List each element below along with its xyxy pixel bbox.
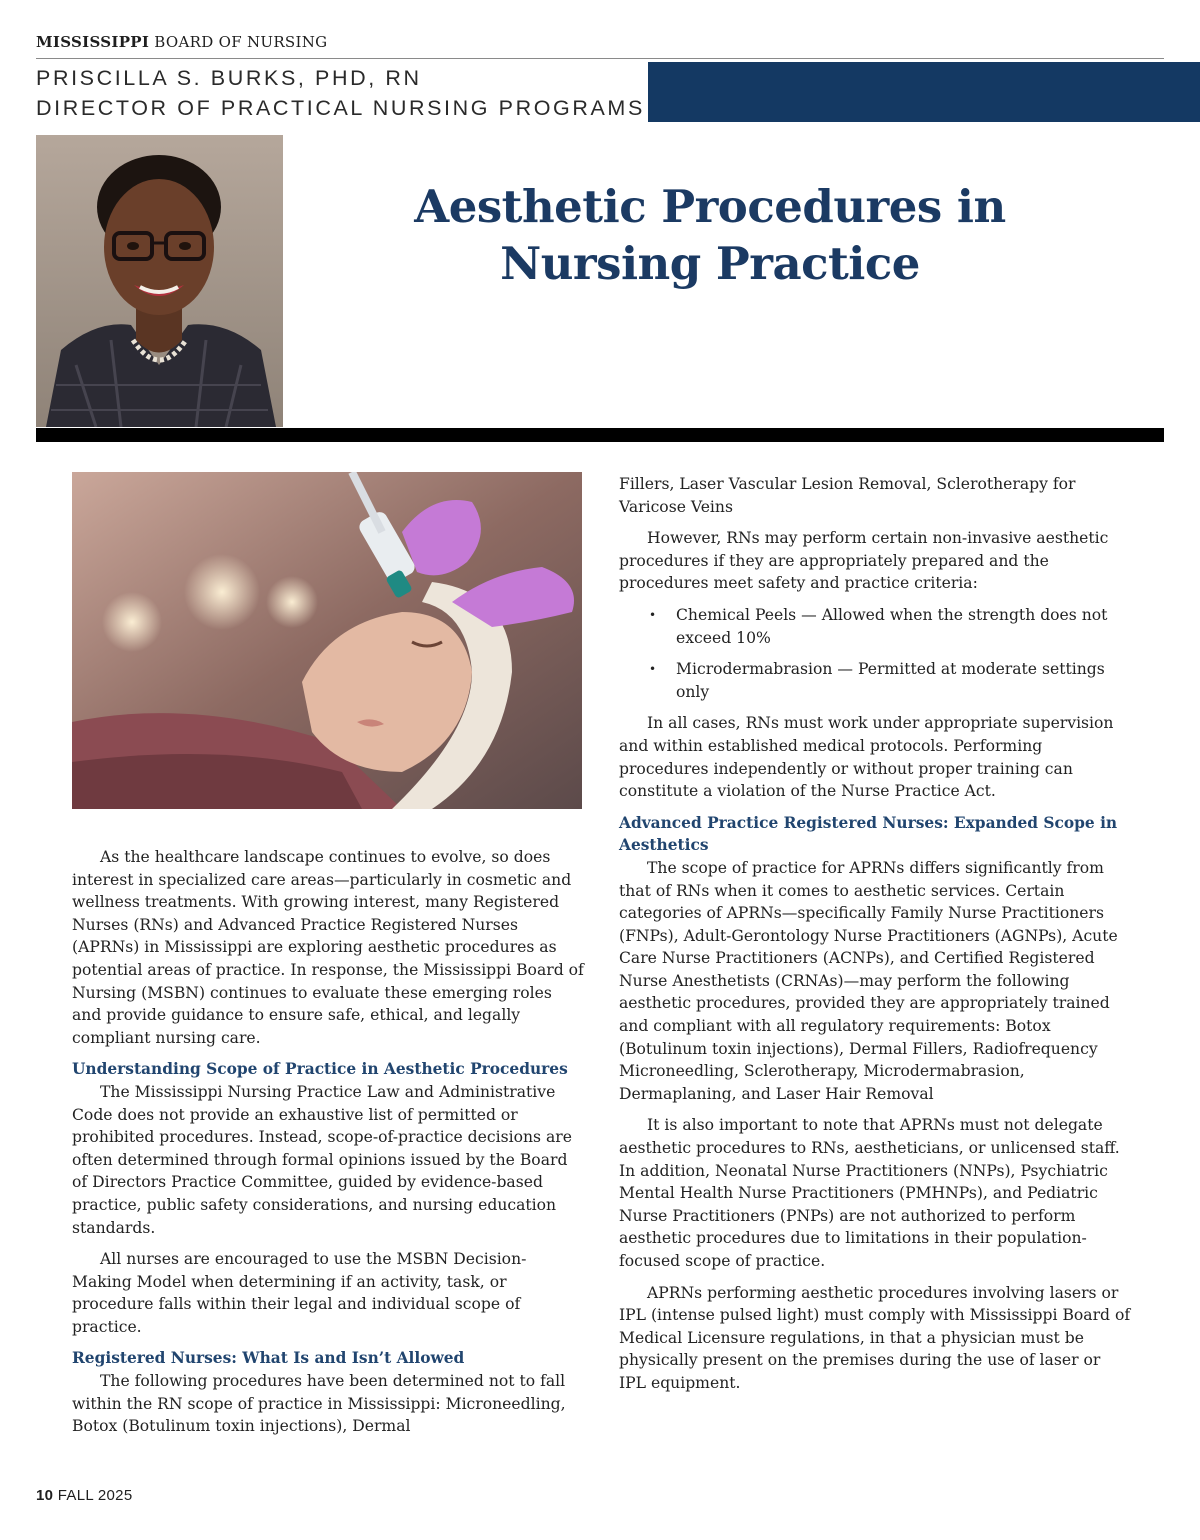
rn-paragraph-1-start: The following procedures have been determined not to fall within the RN scope of practice in Mississippi: Microneedling, Botox (Botulinum toxin injections), Dermal xyxy=(72,1372,566,1436)
list-item-text: Microdermabrasion — Permitted at moderate settings only xyxy=(676,660,1105,701)
running-head xyxy=(36,33,327,51)
title-divider-bar xyxy=(36,428,1164,442)
author-name: PRISCILLA S. BURKS, PHD, RN xyxy=(36,66,422,90)
scope-paragraph-1: The Mississippi Nursing Practice Law and Administrative Code does not provide an exhaustive list of permitted or prohibited procedures. Instead, scope-of-practice decisions are often determined through formal opinions issued by the Board of Directors Practice Committee, guided by evidence-based practice, public safety considerations, and nursing education standards. xyxy=(72,1082,572,1237)
intro-paragraph: As the healthcare landscape continues to evolve, so does interest in specialized care areas—particularly in cosmetic and wellness treatments. With growing interest, many Registered Nurses (RNs) and Advanced Practice Registered Nurses (APRNs) in Mississippi are exploring aesthetic procedures as potential areas of practice. In response, the Mississippi Board of Nursing (MSBN) continues to evaluate these emerging roles and provide guidance to ensure safe, ethical, and legally compliant nursing care. xyxy=(72,848,584,1047)
left-column xyxy=(72,846,584,1438)
bullet-icon: • xyxy=(649,662,657,677)
facial-treatment-photo xyxy=(72,472,582,809)
aprn-paragraph-1: The scope of practice for APRNs differs significantly from that of RNs when it comes to aesthetic services. Certain categories of APRNs—specifically Family Nurse Practitioners (FNPs), Adult-Gerontology Nurse Practitioners (AGNPs), Acute Care Nurse Practitioners (ACNPs), and Certified Registered Nurse Anesthetists (CRNAs)—may perform the following aesthetic procedures, provided they are appropriately trained and compliant with all regulatory requirements: Botox (Botulinum toxin injections), Dermal Fillers, Radiofrequency Microneedling, Sclerotherapy, Microdermabrasion, Dermaplaning, and Laser Hair Removal xyxy=(619,858,1118,1103)
header-rule xyxy=(36,58,1164,59)
article-title-line-2: Nursing Practice xyxy=(500,237,920,290)
rn-allowed-list xyxy=(619,604,1131,703)
issue-label: FALL 2025 xyxy=(57,1487,133,1504)
article-title-line-1: Aesthetic Procedures in xyxy=(414,180,1006,233)
bullet-icon: • xyxy=(649,607,657,622)
rn-paragraph-1-continued: Fillers, Laser Vascular Lesion Removal, Sclerotherapy for Varicose Veins xyxy=(619,475,1076,516)
right-column xyxy=(619,473,1131,1404)
section-heading-rn: Registered Nurses: What Is and Isn’t Allowed xyxy=(72,1349,465,1368)
list-item xyxy=(619,604,1131,649)
aprn-paragraph-2: It is also important to note that APRNs must not delegate aesthetic procedures to RNs, aestheticians, or unlicensed staff. In addition, Neonatal Nurse Practitioners (NNPs), Psychiatric Mental Health Nurse Practitioners (PMHNPs), and Pediatric Nurse Practitioners (PNPs) are not authorized to perform aesthetic procedures due to limitations in their population-focused scope of practice. xyxy=(619,1116,1120,1270)
page-number: 10 xyxy=(36,1487,54,1504)
list-item-text: Chemical Peels — Allowed when the strength does not exceed 10% xyxy=(676,605,1108,647)
section-heading-scope: Understanding Scope of Practice in Aesthetic Procedures xyxy=(72,1060,568,1079)
page-folio xyxy=(36,1487,132,1504)
article-title xyxy=(350,178,1070,292)
author-portrait xyxy=(36,135,283,427)
aprn-paragraph-3: APRNs performing aesthetic procedures involving lasers or IPL (intense pulsed light) must comply with Mississippi Board of Medical Licensure regulations, in that a physician must be physically present on the premises during the use of laser or IPL equipment. xyxy=(619,1283,1131,1392)
author-title: DIRECTOR OF PRACTICAL NURSING PROGRAMS xyxy=(36,96,645,120)
list-item xyxy=(619,658,1131,703)
publication-name-bold: MISSISSIPPI xyxy=(36,33,150,51)
scope-paragraph-2: All nurses are encouraged to use the MSBN Decision-Making Model when determining if an activity, task, or procedure falls within their legal and individual scope of practice. xyxy=(72,1250,527,1336)
publication-name-rest: BOARD OF NURSING xyxy=(154,33,328,51)
section-heading-aprn: Advanced Practice Registered Nurses: Expanded Scope in Aesthetics xyxy=(619,813,1118,855)
rn-paragraph-3: In all cases, RNs must work under appropriate supervision and within established medical protocols. Performing procedures independently or without proper training can constitute a violation of the Nurse Practice Act. xyxy=(619,714,1114,801)
rn-paragraph-2: However, RNs may perform certain non-invasive aesthetic procedures if they are appropriately prepared and the procedures meet safety and practice criteria: xyxy=(619,529,1109,593)
navy-band xyxy=(648,62,1200,122)
